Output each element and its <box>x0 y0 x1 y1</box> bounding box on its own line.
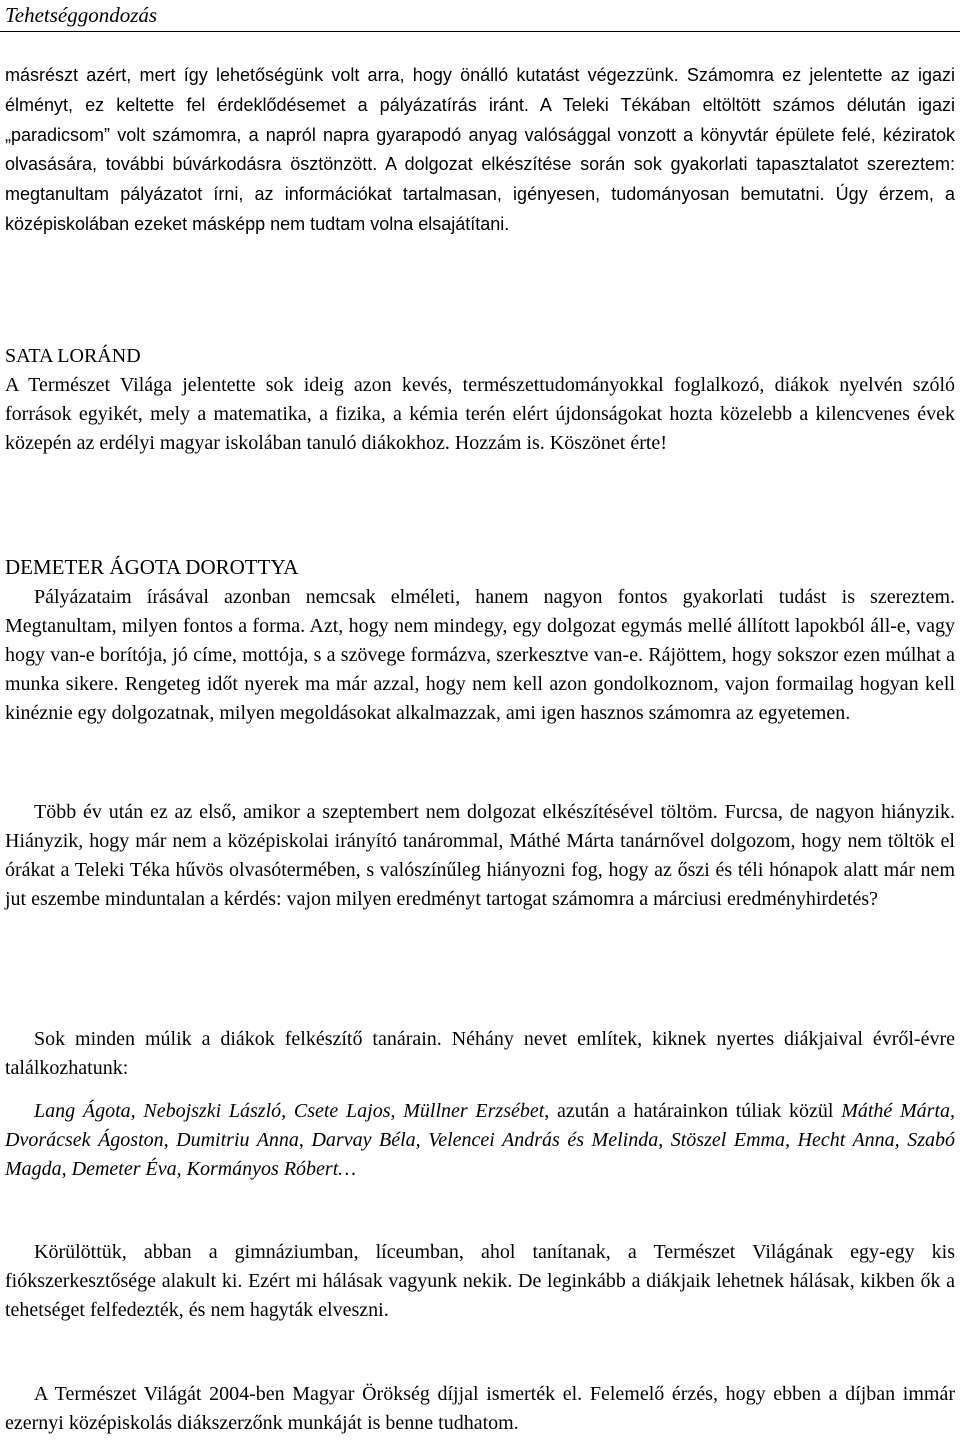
sata-paragraph: A Természet Világa jelentette sok ideig azon kevés, természettudományokkal foglalkozó, diákok nyelvén szóló források egyikét, mely a matematika, a fizika, a kémia terén elért újdonságokat hozta közelebb a kilencvenes évek közepén az erdélyi magyar iskolában tanuló diákokhoz. Hozzám is. Köszönet érte! <box>5 374 955 454</box>
header-divider <box>0 31 960 32</box>
teachers-names-connector: , azután a határainkon túliak közül <box>544 1100 842 1122</box>
continuation-paragraph: másrészt azért, mert így lehetőségünk volt arra, hogy önálló kutatást végezzünk. Számomra ez jelentette az igazi élményt, ez keltette fel érdeklődésemet a pályázatírás iránt. A Teleki Tékában eltöltött számos délután igazi „paradicsom” volt számomra, a napról napra gyarapodó anyag valósággal vonzott a könyvtár épülete felé, kéziratok olvasására, további búvárkodásra ösztönzött. A dolgozat elkészítése során sok gyakorlati tapasztalatot szereztem: megtanultam pályázatot írni, az információkat tartalmasan, igényesen, tudományosan bemutatni. Úgy érzem, a középiskolában ezeket másképp nem tudtam volna elsajátítani. <box>5 65 955 234</box>
demeter-paragraph-1: Pályázataim írásával azonban nemcsak elméleti, hanem nagyon fontos gyakorlati tudást is szereztem. Megtanultam, milyen fontos a forma. Azt, hogy nem mindegy, egy dolgozat egymás mellé állított lapokból áll-e, vagy hogy van-e borítója, jó címe, mottója, s a szövege formázva, szerkesztve van-e. Rájöttem, hogy sokszor ezen múlhat a munka sikere. Rengeteg időt nyerek ma már azzal, hogy nem kell azon gondolkoznom, vajon formailag hogyan kell kinéznie egy dolgozatnak, milyen megoldásokat alkalmazzak, ami igen hasznos számomra az egyetemen. <box>5 586 955 724</box>
author-heading-demeter: DEMETER ÁGOTA DOROTTYA <box>5 555 299 579</box>
author-heading-sata: SATA LORÁND <box>5 345 141 367</box>
teachers-names-italic-1: Lang Ágota, Nebojszki László, Csete Lajos, Müllner Erzsébet <box>34 1100 545 1122</box>
award-paragraph: A Természet Világát 2004-ben Magyar Örökség díjjal ismerték el. Felemelő érzés, hogy ebben a díjban immár ezernyi középiskolás diákszerzőnk munkáját is benne tudhatom. <box>5 1383 955 1434</box>
editorial-offices-paragraph: Körülöttük, abban a gimnáziumban, líceumban, ahol tanítanak, a Természet Világának egy-egy kis fiókszerkesztősége alakult ki. Ezért mi hálásak vagyunk nekik. De leginkább a diákjaik lehetnek hálásak, kikben ők a tehetséget felfedezték, és nem hagyták elveszni. <box>5 1241 955 1321</box>
demeter-paragraph-2: Több év után ez az első, amikor a szeptembert nem dolgozat elkészítésével töltöm. Furcsa, de nagyon hiányzik. Hiányzik, hogy már nem a középiskolai irányító tanárommal, Máthé Márta tanárnővel dolgozom, hogy nem töltök el órákat a Teleki Téka hűvös olvasótermében, s valószínűleg hiányozni fog, hogy az őszi és téli hónapok alatt már nem jut eszembe minduntalan a kérdés: vajon milyen eredményt tartogat számomra a márciusi eredményhirdetés? <box>5 801 955 910</box>
teachers-names-italic-2: Máthé Márta, Dvorácsek Ágoston, Dumitriu Anna, Darvay Béla, Velencei András és Melinda, Stöszel Emma, Hecht Anna, Szabó Magda, Demeter Éva, Kormányos Róbert… <box>5 1100 956 1180</box>
teachers-intro-paragraph: Sok minden múlik a diákok felkészítő tanárain. Néhány nevet említek, kiknek nyertes diákjaival évről-évre találkozhatunk: <box>5 1028 955 1079</box>
teachers-names-paragraph <box>5 1097 955 1184</box>
running-header: Tehetséggondozás <box>5 3 158 27</box>
